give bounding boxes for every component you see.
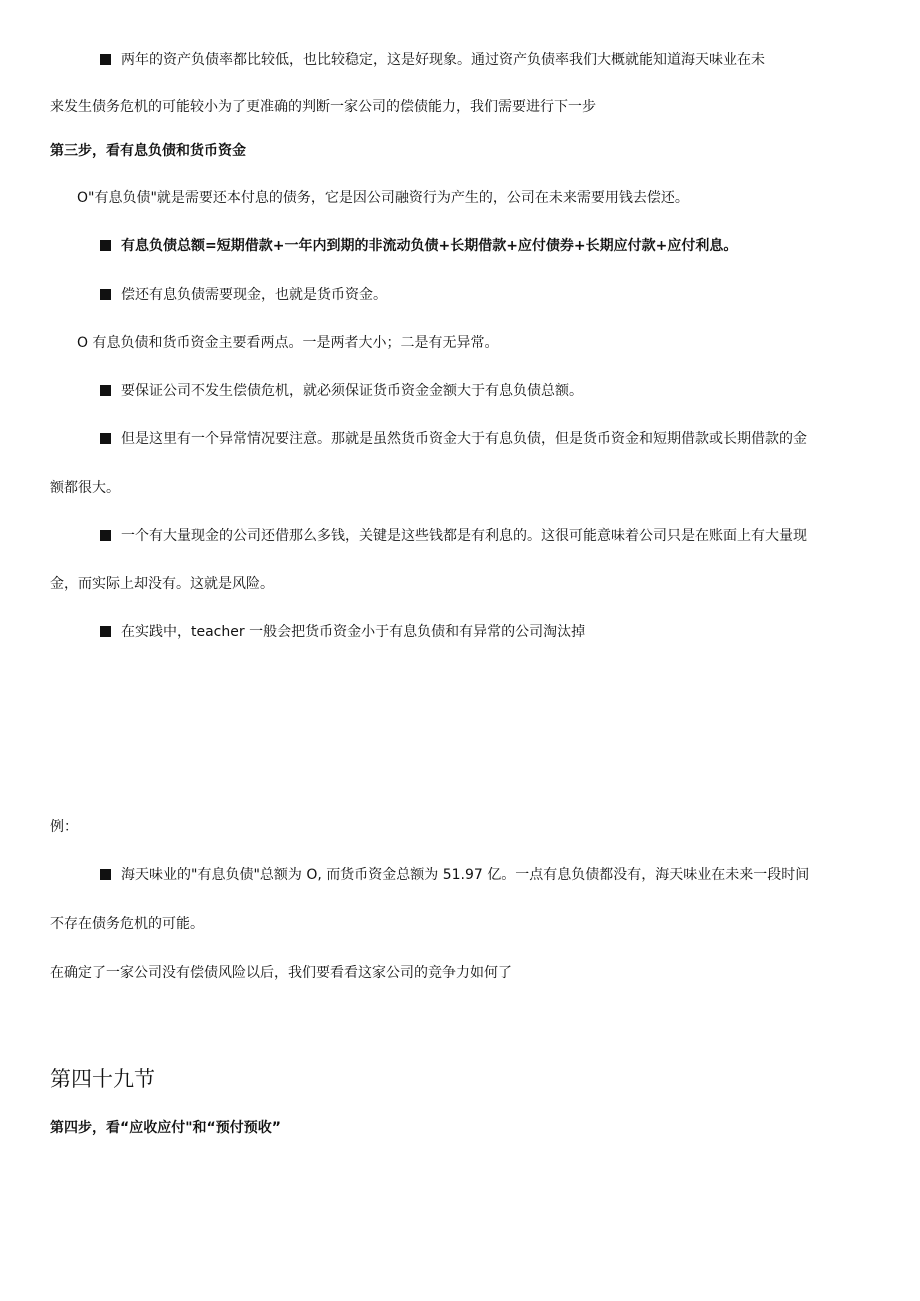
square-bullet-icon (100, 289, 111, 300)
bullet-text: 但是这里有一个异常情况要注意。那就是虽然货币资金大于有息负债，但是货币资金和短期借款或长期借款的金 (121, 431, 807, 447)
square-bullet-icon (100, 530, 111, 541)
square-bullet-icon (100, 54, 111, 65)
circle-marker-icon: O (77, 335, 89, 351)
circle-item-two-points (77, 333, 498, 353)
bullet-text: 在实践中，teacher 一般会把货币资金小于有息负债和有异常的公司淘汰掉 (121, 624, 586, 640)
bullet-item-cash (100, 526, 807, 546)
circle-item-text: "有息负债"就是需要还本付息的债务，它是因公司融资行为产生的，公司在未来需要用钱去偿还。 (88, 190, 689, 206)
circle-marker-icon: O (77, 190, 89, 206)
square-bullet-icon (100, 385, 111, 396)
conclusion-paragraph: 在确定了一家公司没有偿债风险以后，我们要看看这家公司的竞争力如何了 (50, 965, 512, 981)
square-bullet-icon (100, 869, 111, 880)
bullet-item-repay (100, 285, 387, 305)
bullet-item-ensure (100, 381, 583, 401)
bullet-text: 一个有大量现金的公司还借那么多钱，关键是这些钱都是有利息的。这很可能意味着公司只是在账面上有大量现 (121, 528, 807, 544)
bullet-text: 偿还有息负债需要现金，也就是货币资金。 (121, 287, 387, 303)
bullet-item-formula (100, 236, 737, 256)
bullet-item-example (100, 865, 809, 885)
paragraph-continuation: 不存在债务危机的可能。 (50, 916, 204, 932)
paragraph-continuation: 金，而实际上却没有。这就是风险。 (50, 576, 274, 592)
circle-item-text: 有息负债和货币资金主要看两点。一是两者大小；二是有无异常。 (88, 335, 499, 351)
bullet-text: 要保证公司不发生偿债危机，就必须保证货币资金金额大于有息负债总额。 (121, 383, 583, 399)
bullet-item-debt-ratio (100, 50, 765, 70)
bullet-text: 海天味业的"有息负债"总额为 O, 而货币资金总额为 51.97 亿。一点有息负债都没有，海天味业在未来一段时间 (121, 867, 810, 883)
bullet-item-practice (100, 622, 585, 642)
bullet-item-anomaly (100, 429, 807, 449)
step-heading: 第三步，看有息负债和货币资金 (50, 143, 246, 159)
section-title: 第四十九节 (50, 1067, 155, 1091)
paragraph-continuation: 来发生债务危机的可能较小为了更准确的判断一家公司的偿债能力，我们需要进行下一步 (50, 99, 596, 115)
example-label: 例： (50, 819, 78, 835)
paragraph-continuation: 额都很大。 (50, 480, 120, 496)
step-heading: 第四步，看“应收应付"和“预付预收” (50, 1120, 281, 1136)
circle-item-interest-debt (77, 188, 689, 208)
square-bullet-icon (100, 626, 111, 637)
bullet-text: 两年的资产负债率都比较低，也比较稳定，这是好现象。通过资产负债率我们大概就能知道海天味业在未 (121, 52, 765, 68)
square-bullet-icon (100, 240, 111, 251)
bullet-text: 有息负债总额=短期借款+一年内到期的非流动负债+长期借款+应付债券+长期应付款+应付利息。 (121, 238, 738, 254)
square-bullet-icon (100, 433, 111, 444)
